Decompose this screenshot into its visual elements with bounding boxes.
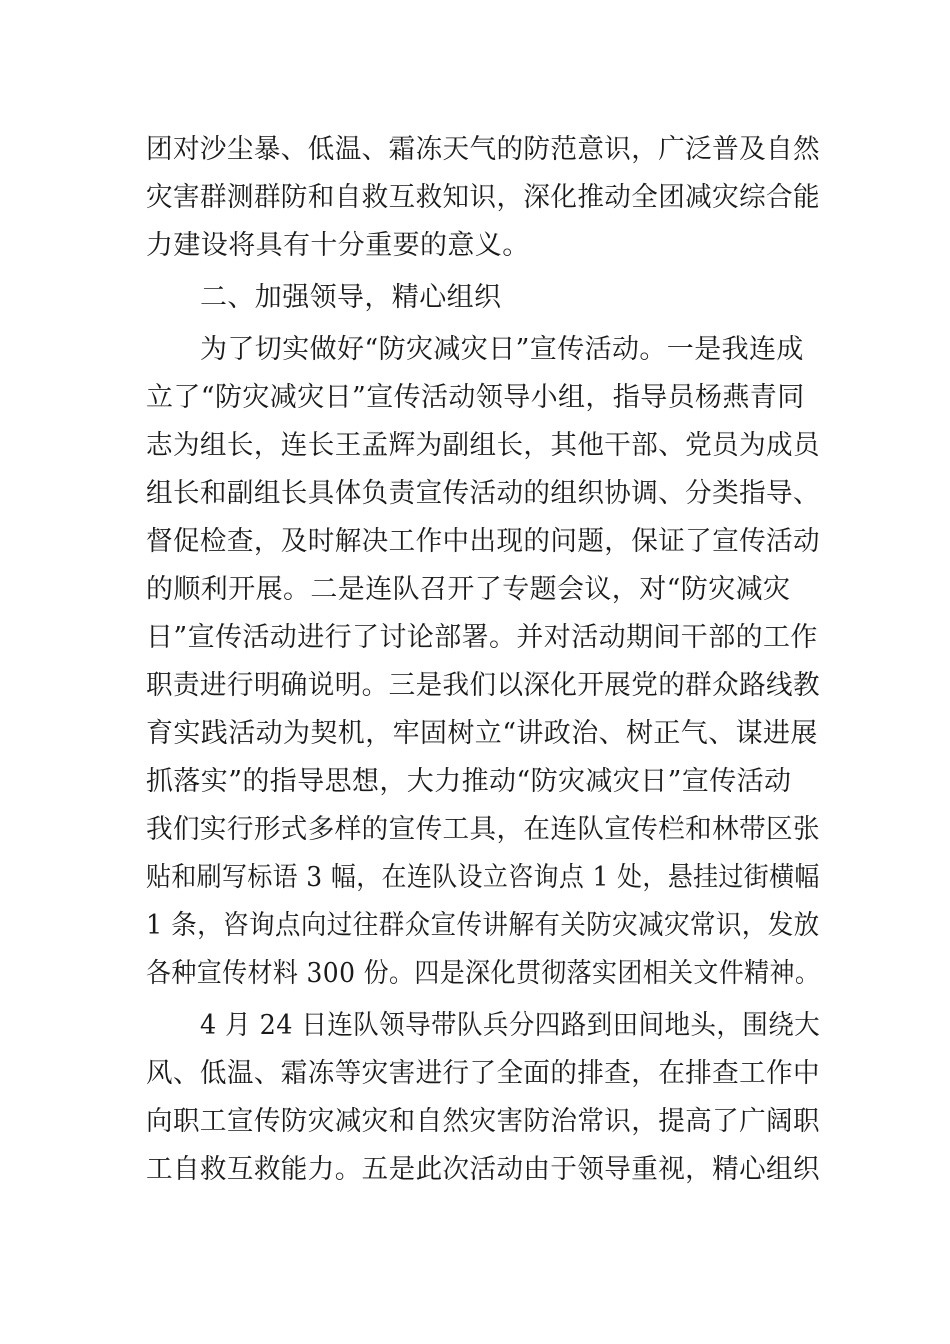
text-line: 风、低温、霜冻等灾害进行了全面的排查，在排查工作中 bbox=[146, 1058, 820, 1089]
text-line: 1 条，咨询点向过往群众宣传讲解有关防灾减灾常识，发放 bbox=[146, 910, 820, 941]
text-line: 立了“防灾减灾日”宣传活动领导小组，指导员杨燕青同 bbox=[146, 382, 805, 413]
text-line: 日”宣传活动进行了讨论部署。并对活动期间干部的工作 bbox=[146, 622, 818, 653]
text-line: 向职工宣传防灾减灾和自然灾害防治常识，提高了广阔职 bbox=[146, 1106, 820, 1137]
text-line: 我们实行形式多样的宣传工具，在连队宣传栏和林带区张 bbox=[146, 814, 820, 845]
text-line: 工自救互救能力。五是此次活动由于领导重视，精心组织 bbox=[146, 1154, 820, 1185]
section-heading: 二、加强领导，精心组织 bbox=[200, 282, 502, 313]
text-line: 各种宣传材料 300 份。四是深化贯彻落实团相关文件精神。 bbox=[146, 958, 821, 989]
text-line: 团对沙尘暴、低温、霜冻天气的防范意识，广泛普及自然 bbox=[146, 134, 820, 165]
text-line: 组长和副组长具体负责宣传活动的组织协调、分类指导、 bbox=[146, 478, 820, 509]
text-line: 灾害群测群防和自救互救知识，深化推动全团减灾综合能 bbox=[146, 182, 820, 213]
text-line: 职责进行明确说明。三是我们以深化开展党的群众路线教 bbox=[146, 670, 820, 701]
text-line: 的顺利开展。二是连队召开了专题会议，对“防灾减灾 bbox=[146, 574, 791, 605]
text-line: 抓落实”的指导思想，大力推动“防灾减灾日”宣传活动 bbox=[146, 766, 792, 797]
text-line: 育实践活动为契机，牢固树立“讲政治、树正气、谋进展 bbox=[146, 718, 818, 749]
text-line: 为了切实做好“防灾减灾日”宣传活动。一是我连成 bbox=[200, 334, 804, 365]
text-line: 4 月 24 日连队领导带队兵分四路到田间地头，围绕大 bbox=[200, 1010, 821, 1041]
text-line: 力建设将具有十分重要的意义。 bbox=[146, 230, 530, 261]
text-line: 志为组长，连长王孟辉为副组长，其他干部、党员为成员 bbox=[146, 430, 820, 461]
text-line: 督促检查，及时解决工作中出现的问题，保证了宣传活动 bbox=[146, 526, 820, 557]
text-line: 贴和刷写标语 3 幅，在连队设立咨询点 1 处，悬挂过街横幅 bbox=[146, 862, 820, 893]
